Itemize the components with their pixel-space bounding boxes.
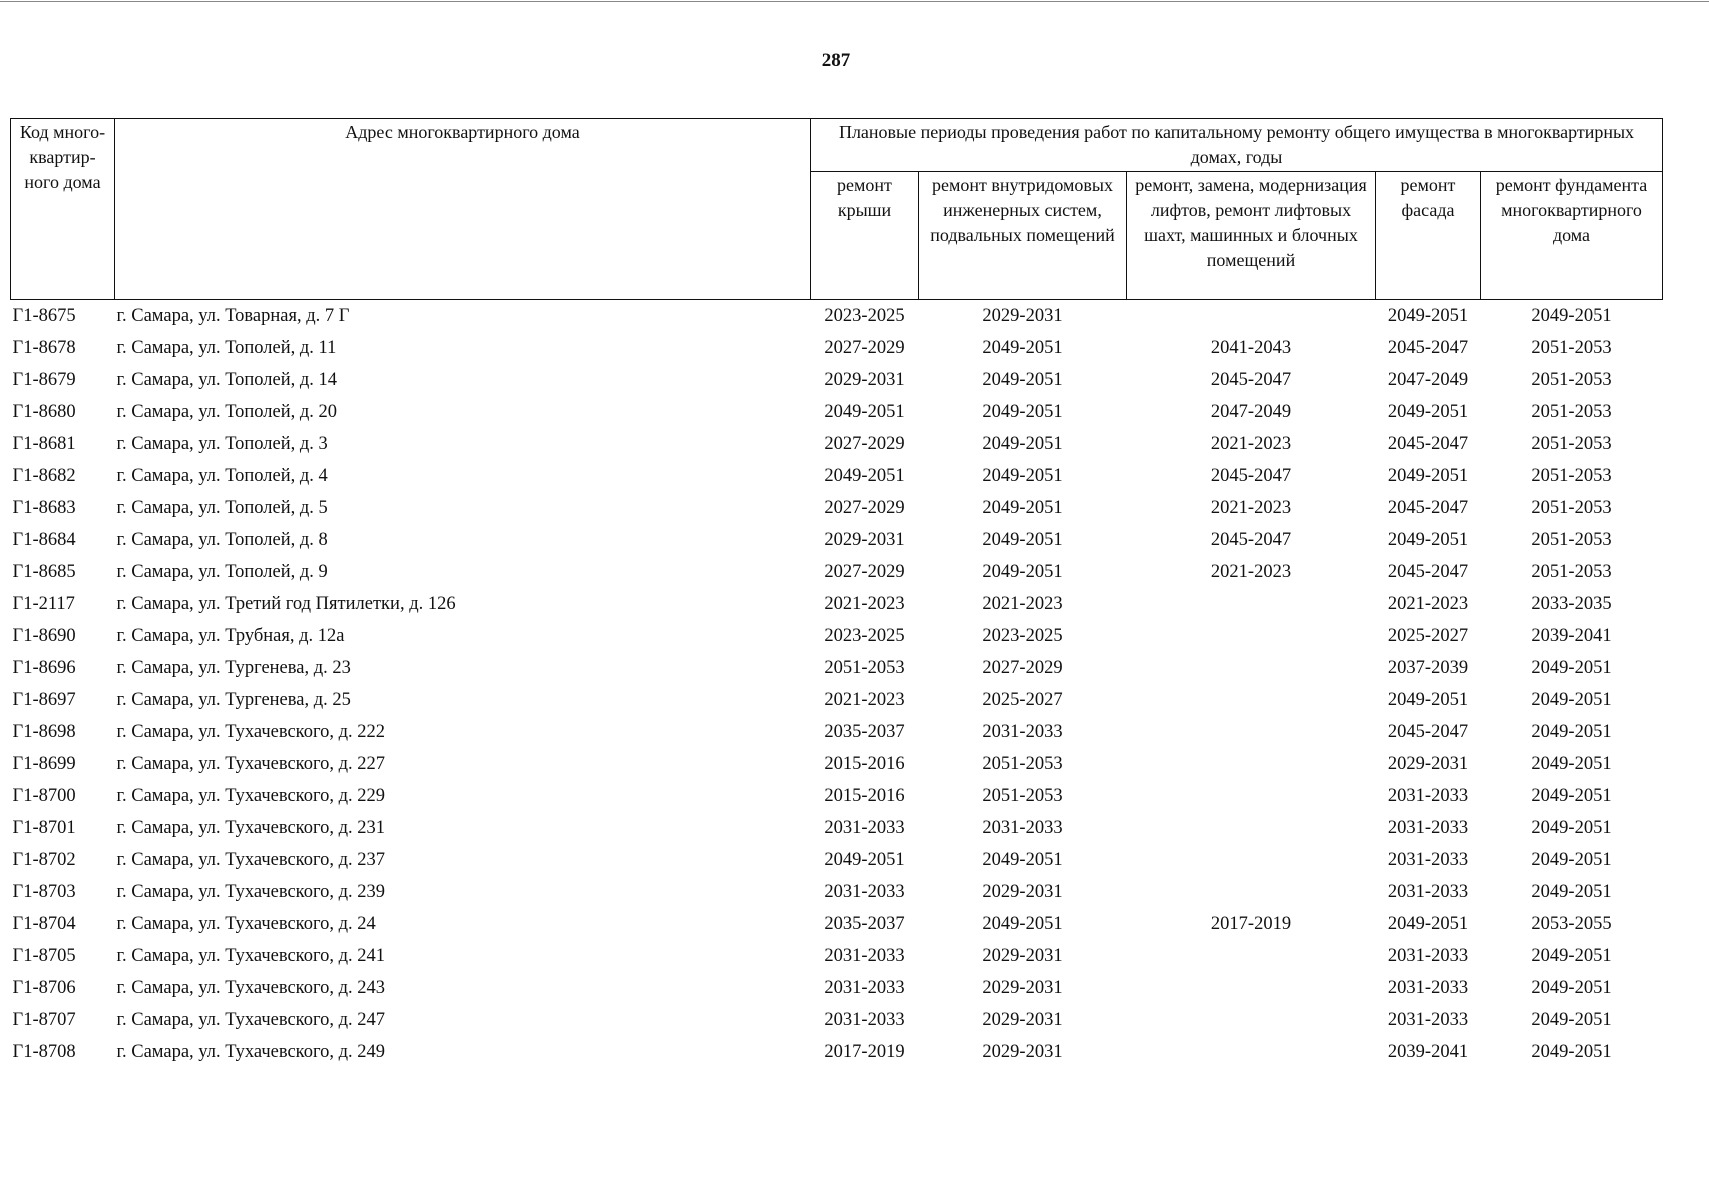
- cell-address: г. Самара, ул. Тухачевского, д. 237: [116, 849, 386, 870]
- cell-address: г. Самара, ул. Тухачевского, д. 241: [116, 945, 386, 966]
- cell-engineering: 2025-2027: [982, 689, 1063, 710]
- table-row: [11, 396, 1663, 428]
- table-row: [11, 588, 1663, 620]
- table-row: [11, 908, 1663, 940]
- cell-engineering: 2049-2051: [982, 337, 1063, 358]
- header-planned-periods: Плановые периоды проведения работ по капитальному ремонту общего имущества в многоквартирных домах, годы: [811, 119, 1663, 172]
- cell-engineering: 2029-2031: [982, 305, 1063, 326]
- cell-code: Г1-8703: [12, 881, 76, 902]
- cell-address: г. Самара, ул. Третий год Пятилетки, д. 126: [116, 593, 456, 614]
- cell-foundation: 2049-2051: [1531, 305, 1612, 326]
- cell-lifts: [1127, 876, 1376, 908]
- cell-lifts: 2041-2043: [1210, 337, 1292, 358]
- cell-address: г. Самара, ул. Тухачевского, д. 249: [116, 1041, 386, 1062]
- cell-lifts: 2045-2047: [1210, 369, 1292, 390]
- cell-lifts: [1127, 812, 1376, 844]
- cell-foundation: 2051-2053: [1531, 401, 1612, 422]
- cell-facade: 2049-2051: [1387, 913, 1469, 934]
- cell-facade: 2049-2051: [1387, 529, 1469, 550]
- cell-foundation: 2049-2051: [1531, 753, 1612, 774]
- cell-roof: 2029-2031: [824, 369, 905, 390]
- cell-code: Г1-8683: [12, 497, 76, 518]
- cell-engineering: 2021-2023: [982, 593, 1063, 614]
- cell-address: г. Самара, ул. Тополей, д. 14: [116, 369, 338, 390]
- cell-foundation: 2049-2051: [1531, 1041, 1612, 1062]
- cell-lifts: [1127, 780, 1376, 812]
- cell-lifts: [1127, 1004, 1376, 1036]
- cell-lifts: 2021-2023: [1210, 497, 1292, 518]
- cell-foundation: 2051-2053: [1531, 337, 1612, 358]
- cell-lifts: [1127, 652, 1376, 684]
- cell-code: Г1-8707: [12, 1009, 76, 1030]
- cell-code: Г1-8698: [12, 721, 76, 742]
- cell-foundation: 2051-2053: [1531, 465, 1612, 486]
- cell-engineering: 2049-2051: [982, 369, 1063, 390]
- table-row: [11, 748, 1663, 780]
- cell-code: Г1-8675: [12, 305, 76, 326]
- cell-roof: 2049-2051: [824, 849, 905, 870]
- table-row: [11, 1004, 1663, 1036]
- cell-roof: 2049-2051: [824, 401, 905, 422]
- cell-facade: 2045-2047: [1387, 561, 1469, 582]
- cell-engineering: 2027-2029: [982, 657, 1063, 678]
- cell-address: г. Самара, ул. Тополей, д. 5: [116, 497, 328, 518]
- table-header: [11, 119, 1663, 300]
- cell-lifts: [1127, 1036, 1376, 1068]
- cell-engineering: 2029-2031: [982, 977, 1063, 998]
- cell-lifts: 2045-2047: [1210, 529, 1292, 550]
- table-row: [11, 652, 1663, 684]
- cell-roof: 2035-2037: [824, 913, 905, 934]
- header-lifts: ремонт, замена, модернизация лифтов, ремонт лифтовых шахт, машинных и блочных помещений: [1127, 172, 1376, 300]
- cell-code: Г1-8682: [12, 465, 76, 486]
- cell-roof: 2031-2033: [824, 945, 905, 966]
- cell-code: Г1-8697: [12, 689, 76, 710]
- table-row: [11, 428, 1663, 460]
- cell-roof: 2017-2019: [824, 1041, 905, 1062]
- cell-lifts: 2021-2023: [1210, 433, 1292, 454]
- cell-code: Г1-8708: [12, 1041, 76, 1062]
- cell-roof: 2031-2033: [824, 977, 905, 998]
- cell-address: г. Самара, ул. Трубная, д. 12а: [116, 625, 345, 646]
- cell-code: Г1-8696: [12, 657, 76, 678]
- cell-facade: 2031-2033: [1387, 977, 1469, 998]
- cell-lifts: 2017-2019: [1210, 913, 1292, 934]
- cell-code: Г1-2117: [12, 593, 75, 614]
- table-row: [11, 364, 1663, 396]
- cell-engineering: 2051-2053: [982, 785, 1063, 806]
- page-number: 287: [821, 50, 851, 71]
- cell-foundation: 2049-2051: [1531, 945, 1612, 966]
- cell-roof: 2049-2051: [824, 465, 905, 486]
- cell-engineering: 2051-2053: [982, 753, 1063, 774]
- cell-code: Г1-8690: [12, 625, 76, 646]
- cell-facade: 2045-2047: [1387, 337, 1469, 358]
- header-code: Код много-квартир-ного дома: [11, 119, 115, 300]
- cell-engineering: 2049-2051: [982, 497, 1063, 518]
- cell-roof: 2031-2033: [824, 881, 905, 902]
- cell-code: Г1-8705: [12, 945, 76, 966]
- cell-roof: 2015-2016: [824, 753, 905, 774]
- cell-code: Г1-8685: [12, 561, 76, 582]
- table-body: [11, 300, 1663, 1069]
- cell-address: г. Самара, ул. Тополей, д. 20: [116, 401, 338, 422]
- table-row: [11, 620, 1663, 652]
- cell-facade: 2031-2033: [1387, 945, 1469, 966]
- cell-address: г. Самара, ул. Тополей, д. 11: [116, 337, 337, 358]
- cell-foundation: 2051-2053: [1531, 497, 1612, 518]
- table-row: [11, 716, 1663, 748]
- cell-code: Г1-8704: [12, 913, 76, 934]
- cell-lifts: [1127, 716, 1376, 748]
- table-row: [11, 524, 1663, 556]
- cell-engineering: 2029-2031: [982, 881, 1063, 902]
- cell-facade: 2049-2051: [1387, 465, 1469, 486]
- cell-code: Г1-8678: [12, 337, 76, 358]
- header-roof: ремонт крыши: [811, 172, 919, 300]
- table-row: [11, 812, 1663, 844]
- cell-engineering: 2049-2051: [982, 529, 1063, 550]
- cell-engineering: 2049-2051: [982, 913, 1063, 934]
- cell-roof: 2023-2025: [824, 625, 905, 646]
- cell-foundation: 2049-2051: [1531, 689, 1612, 710]
- cell-foundation: 2049-2051: [1531, 657, 1612, 678]
- cell-code: Г1-8679: [12, 369, 76, 390]
- cell-foundation: 2049-2051: [1531, 977, 1612, 998]
- table-row: [11, 972, 1663, 1004]
- cell-roof: 2027-2029: [824, 433, 905, 454]
- cell-roof: 2027-2029: [824, 561, 905, 582]
- cell-code: Г1-8681: [12, 433, 76, 454]
- cell-facade: 2047-2049: [1387, 369, 1469, 390]
- cell-code: Г1-8700: [12, 785, 76, 806]
- cell-facade: 2045-2047: [1387, 497, 1469, 518]
- cell-roof: 2015-2016: [824, 785, 905, 806]
- cell-engineering: 2049-2051: [982, 849, 1063, 870]
- header-facade: ремонт фасада: [1376, 172, 1481, 300]
- top-rule: [0, 1, 1709, 2]
- header-engineering: ремонт внутридомовых инженерных систем, подвальных помещений: [919, 172, 1127, 300]
- cell-foundation: 2051-2053: [1531, 369, 1612, 390]
- cell-address: г. Самара, ул. Тухачевского, д. 24: [116, 913, 376, 934]
- cell-roof: 2031-2033: [824, 817, 905, 838]
- cell-roof: 2051-2053: [824, 657, 905, 678]
- cell-address: г. Самара, ул. Тухачевского, д. 243: [116, 977, 386, 998]
- cell-address: г. Самара, ул. Товарная, д. 7 Г: [116, 305, 350, 326]
- cell-facade: 2021-2023: [1387, 593, 1469, 614]
- cell-facade: 2031-2033: [1387, 817, 1469, 838]
- table-row: [11, 492, 1663, 524]
- cell-foundation: 2049-2051: [1531, 1009, 1612, 1030]
- cell-address: г. Самара, ул. Тухачевского, д. 229: [116, 785, 386, 806]
- cell-roof: 2021-2023: [824, 593, 905, 614]
- cell-code: Г1-8701: [12, 817, 76, 838]
- cell-foundation: 2049-2051: [1531, 881, 1612, 902]
- cell-lifts: 2021-2023: [1210, 561, 1292, 582]
- cell-lifts: [1127, 940, 1376, 972]
- cell-address: г. Самара, ул. Тухачевского, д. 239: [116, 881, 386, 902]
- cell-roof: 2027-2029: [824, 337, 905, 358]
- table-row: [11, 332, 1663, 364]
- cell-foundation: 2051-2053: [1531, 561, 1612, 582]
- cell-foundation: 2049-2051: [1531, 721, 1612, 742]
- cell-address: г. Самара, ул. Тухачевского, д. 222: [116, 721, 386, 742]
- cell-roof: 2029-2031: [824, 529, 905, 550]
- table-row: [11, 780, 1663, 812]
- cell-foundation: 2049-2051: [1531, 785, 1612, 806]
- cell-facade: 2039-2041: [1387, 1041, 1469, 1062]
- cell-address: г. Самара, ул. Тополей, д. 8: [116, 529, 328, 550]
- cell-engineering: 2031-2033: [982, 817, 1063, 838]
- cell-engineering: 2049-2051: [982, 561, 1063, 582]
- cell-address: г. Самара, ул. Тургенева, д. 23: [116, 657, 351, 678]
- cell-code: Г1-8702: [12, 849, 76, 870]
- cell-address: г. Самара, ул. Тухачевского, д. 227: [116, 753, 386, 774]
- cell-address: г. Самара, ул. Тополей, д. 4: [116, 465, 328, 486]
- cell-code: Г1-8699: [12, 753, 76, 774]
- cell-code: Г1-8684: [12, 529, 76, 550]
- cell-engineering: 2049-2051: [982, 401, 1063, 422]
- cell-foundation: 2053-2055: [1531, 913, 1612, 934]
- cell-foundation: 2049-2051: [1531, 817, 1612, 838]
- cell-foundation: 2033-2035: [1531, 593, 1612, 614]
- cell-address: г. Самара, ул. Тургенева, д. 25: [116, 689, 351, 710]
- table-row: [11, 300, 1663, 333]
- cell-facade: 2049-2051: [1387, 305, 1469, 326]
- table-row: [11, 876, 1663, 908]
- cell-lifts: 2047-2049: [1210, 401, 1292, 422]
- cell-facade: 2037-2039: [1387, 657, 1469, 678]
- cell-foundation: 2051-2053: [1531, 529, 1612, 550]
- cell-facade: 2031-2033: [1387, 881, 1469, 902]
- table-row: [11, 1036, 1663, 1068]
- cell-roof: 2035-2037: [824, 721, 905, 742]
- cell-roof: 2027-2029: [824, 497, 905, 518]
- cell-facade: 2025-2027: [1387, 625, 1469, 646]
- cell-facade: 2049-2051: [1387, 689, 1469, 710]
- header-address: Адрес многоквартирного дома: [115, 119, 811, 300]
- table-row: [11, 684, 1663, 716]
- cell-address: г. Самара, ул. Тухачевского, д. 231: [116, 817, 386, 838]
- table-row: [11, 460, 1663, 492]
- cell-code: Г1-8680: [12, 401, 76, 422]
- capital-repair-schedule-table: [10, 118, 1663, 1068]
- cell-lifts: 2045-2047: [1210, 465, 1292, 486]
- cell-engineering: 2049-2051: [982, 433, 1063, 454]
- header-foundation: ремонт фундамента многоквартирного дома: [1481, 172, 1663, 300]
- cell-facade: 2031-2033: [1387, 849, 1469, 870]
- cell-roof: 2021-2023: [824, 689, 905, 710]
- cell-engineering: 2029-2031: [982, 1041, 1063, 1062]
- cell-foundation: 2051-2053: [1531, 433, 1612, 454]
- cell-facade: 2029-2031: [1387, 753, 1469, 774]
- cell-facade: 2045-2047: [1387, 433, 1469, 454]
- cell-address: г. Самара, ул. Тополей, д. 3: [116, 433, 328, 454]
- cell-roof: 2031-2033: [824, 1009, 905, 1030]
- cell-lifts: [1127, 620, 1376, 652]
- cell-facade: 2031-2033: [1387, 785, 1469, 806]
- cell-foundation: 2039-2041: [1531, 625, 1612, 646]
- cell-engineering: 2049-2051: [982, 465, 1063, 486]
- cell-roof: 2023-2025: [824, 305, 905, 326]
- table-row: [11, 844, 1663, 876]
- cell-facade: 2049-2051: [1387, 401, 1469, 422]
- cell-foundation: 2049-2051: [1531, 849, 1612, 870]
- cell-engineering: 2029-2031: [982, 1009, 1063, 1030]
- cell-address: г. Самара, ул. Тополей, д. 9: [116, 561, 328, 582]
- cell-engineering: 2029-2031: [982, 945, 1063, 966]
- cell-engineering: 2031-2033: [982, 721, 1063, 742]
- cell-facade: 2031-2033: [1387, 1009, 1469, 1030]
- cell-lifts: [1127, 684, 1376, 716]
- cell-lifts: [1127, 300, 1376, 333]
- cell-lifts: [1127, 972, 1376, 1004]
- cell-lifts: [1127, 748, 1376, 780]
- cell-address: г. Самара, ул. Тухачевского, д. 247: [116, 1009, 386, 1030]
- cell-engineering: 2023-2025: [982, 625, 1063, 646]
- cell-code: Г1-8706: [12, 977, 76, 998]
- table-row: [11, 556, 1663, 588]
- cell-lifts: [1127, 844, 1376, 876]
- cell-facade: 2045-2047: [1387, 721, 1469, 742]
- cell-lifts: [1127, 588, 1376, 620]
- table-row: [11, 940, 1663, 972]
